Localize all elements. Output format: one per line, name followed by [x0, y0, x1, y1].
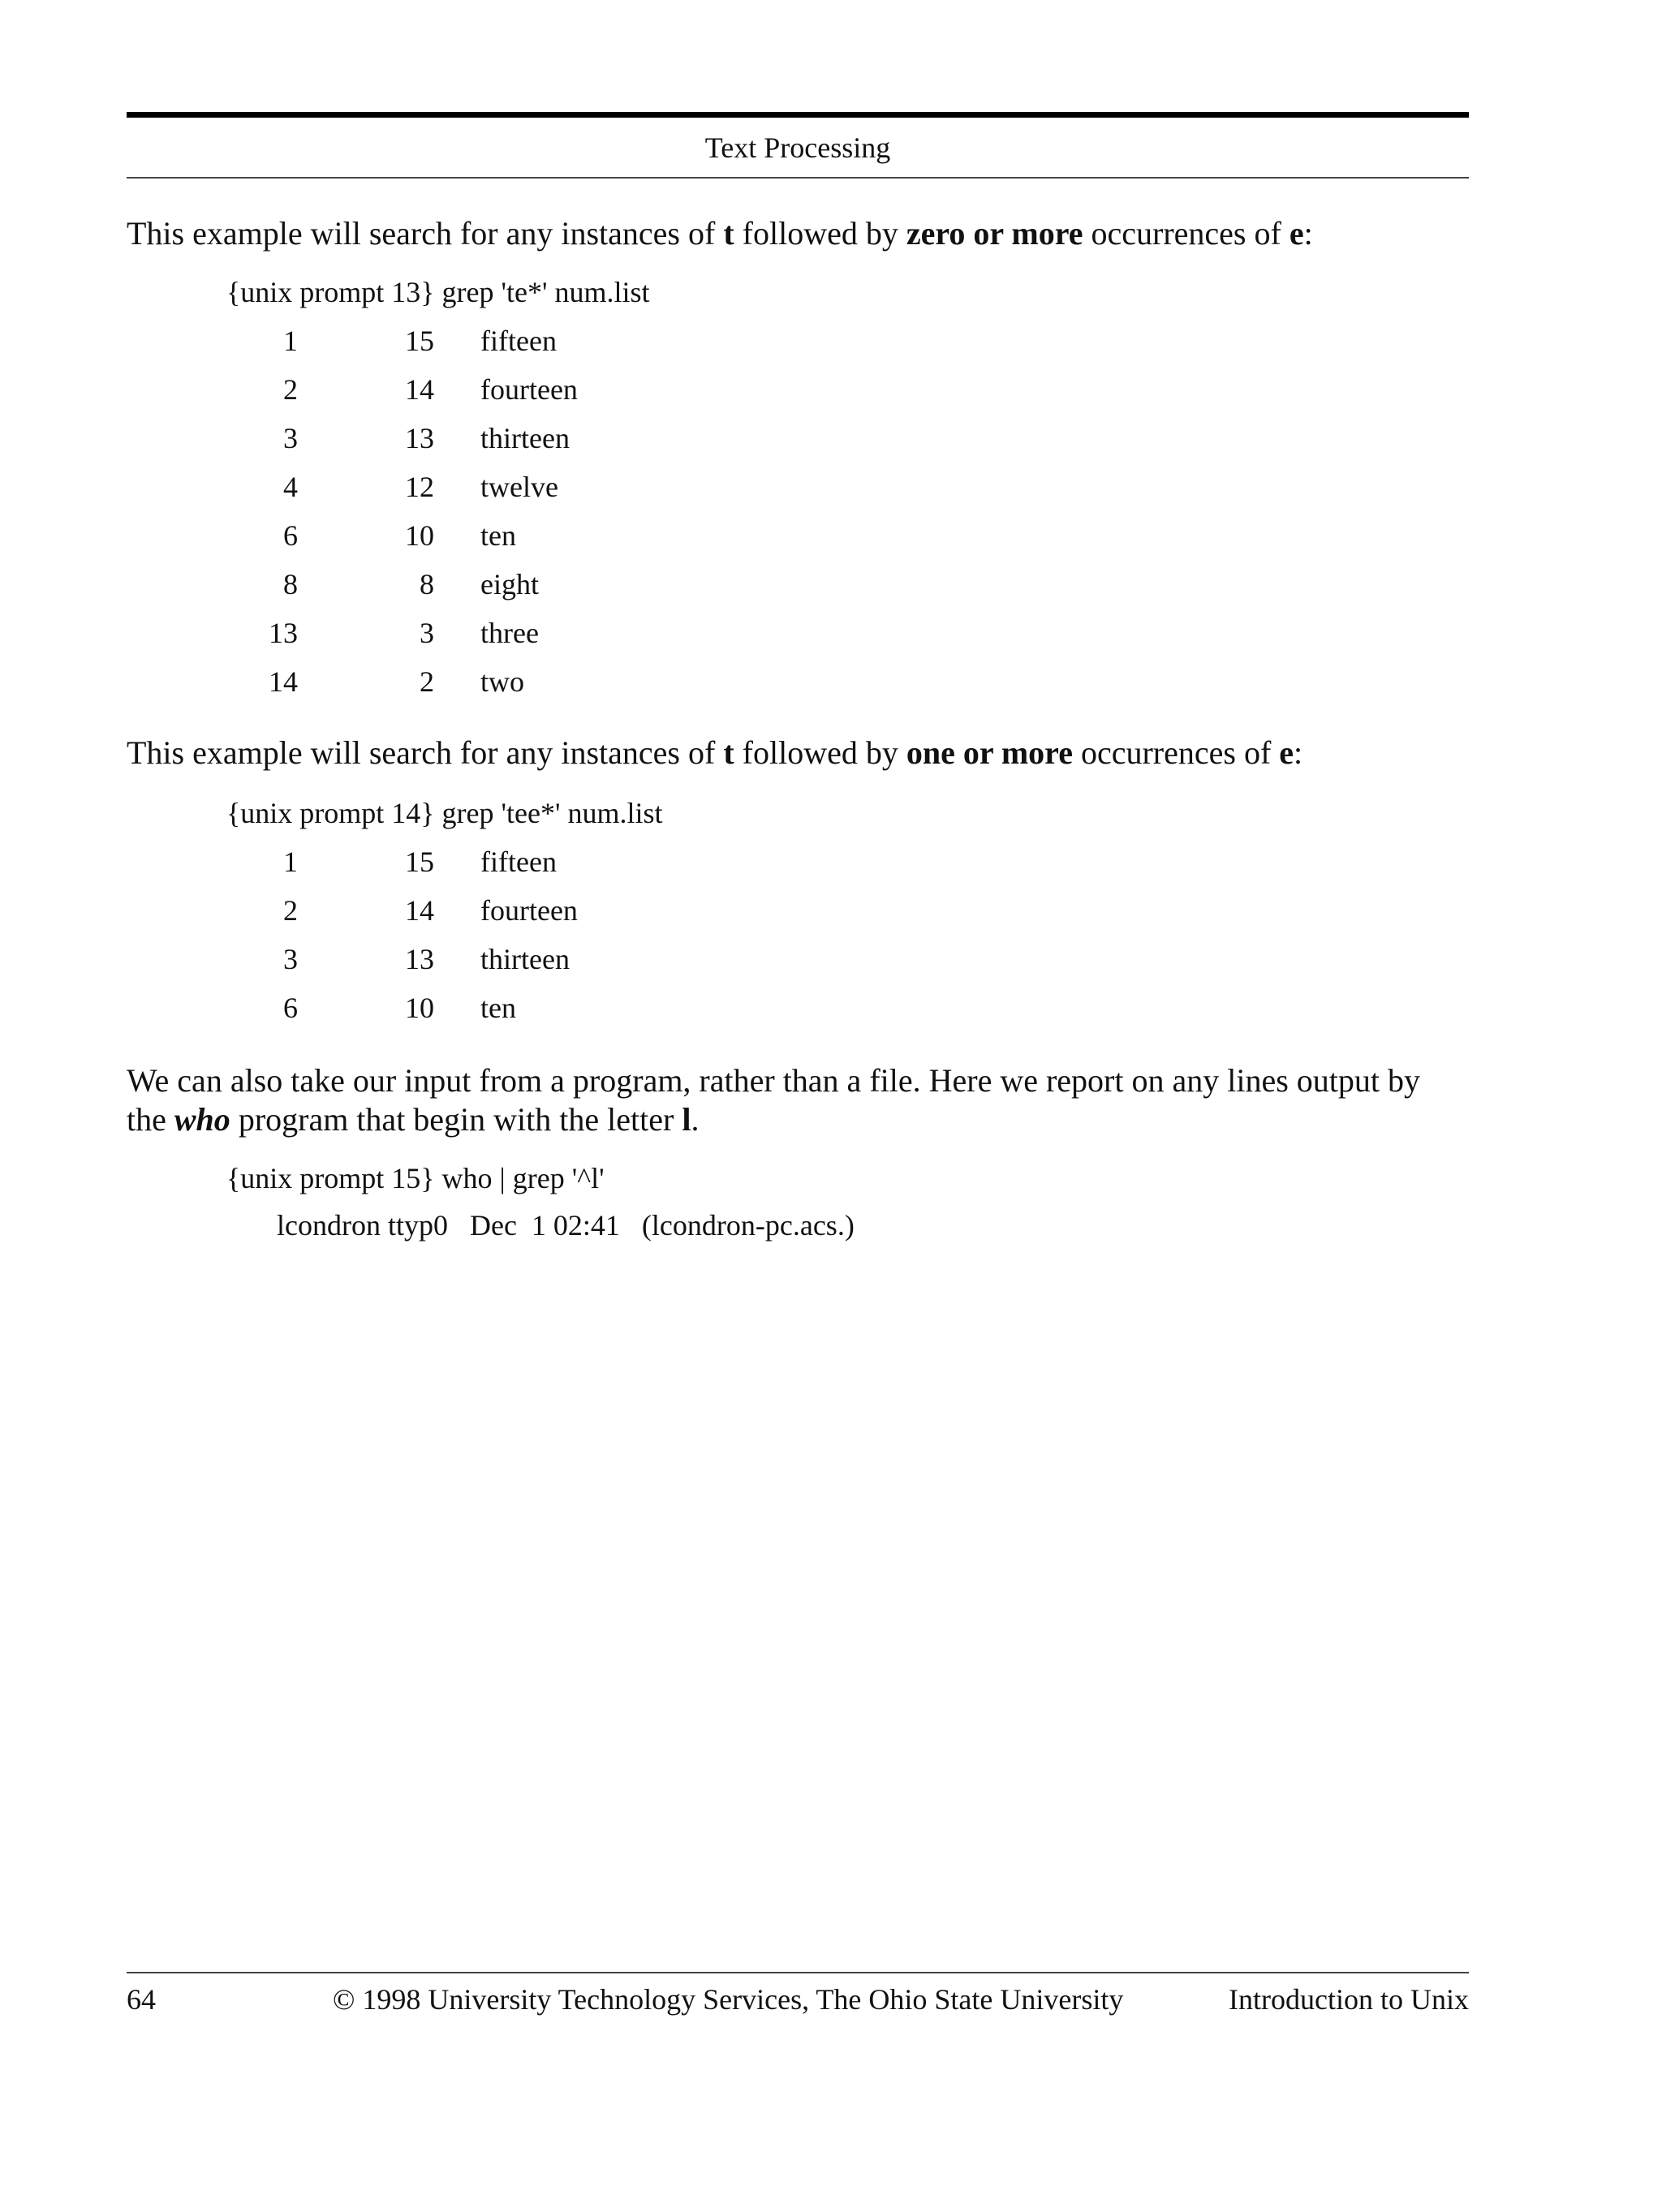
- number-word: three: [480, 617, 539, 649]
- number-value: 2: [420, 665, 434, 698]
- table-row: [0, 990, 730, 1026]
- copyright-notice: © 1998 University Technology Services, The Ohio State University: [333, 1983, 1124, 2016]
- intro-text: This example will search for any instances of: [127, 734, 724, 771]
- line-number: 2: [283, 894, 298, 927]
- number-word: fourteen: [480, 373, 578, 406]
- line-number: 8: [283, 568, 298, 600]
- intro-text: followed by: [734, 734, 906, 771]
- book-title: Introduction to Unix: [1229, 1983, 1469, 2016]
- bold-letter-t: t: [723, 215, 734, 252]
- section1-intro: [127, 214, 1474, 253]
- bold-letter-l: l: [682, 1101, 691, 1138]
- bold-phrase: zero or more: [906, 215, 1083, 252]
- section3-line1: We can also take our input from a program, rather than a file. Here we report on any lines output by: [127, 1062, 1421, 1099]
- table-row: [0, 615, 730, 651]
- intro-text: followed by: [734, 215, 906, 252]
- bold-letter-e: e: [1289, 215, 1304, 252]
- number-word: eight: [480, 568, 539, 600]
- header-bottom-rule: [127, 177, 1469, 179]
- number-value: 8: [420, 568, 434, 600]
- line-number: 3: [283, 943, 298, 975]
- number-value: 15: [405, 325, 434, 357]
- number-word: ten: [480, 519, 516, 552]
- number-word: fourteen: [480, 894, 578, 927]
- table-row: [0, 518, 730, 553]
- number-value: 13: [405, 422, 434, 454]
- number-value: 10: [405, 992, 434, 1024]
- number-value: 14: [405, 373, 434, 406]
- intro-text: occurrences of: [1083, 215, 1290, 252]
- table-row: [0, 893, 730, 928]
- footer-rule: [127, 1972, 1469, 1973]
- number-word: two: [480, 665, 524, 698]
- running-header-title: Text Processing: [704, 131, 891, 164]
- bold-phrase: one or more: [906, 734, 1073, 771]
- intro-text: program that begin with the letter: [230, 1101, 682, 1138]
- intro-text: the: [127, 1101, 174, 1138]
- line-number: 6: [283, 519, 298, 552]
- page-number: 64: [127, 1983, 156, 2016]
- line-number: 4: [283, 471, 298, 503]
- command-line: {unix prompt 15} who | grep '^l': [226, 1162, 605, 1194]
- number-value: 15: [405, 846, 434, 878]
- table-row: [0, 323, 730, 359]
- table-row: [0, 372, 730, 407]
- number-value: 13: [405, 943, 434, 975]
- line-number: 2: [283, 373, 298, 406]
- number-word: fifteen: [480, 846, 557, 878]
- line-number: 1: [283, 325, 298, 357]
- bold-letter-e: e: [1279, 734, 1294, 771]
- number-word: twelve: [480, 471, 558, 503]
- table-row: [0, 469, 730, 505]
- number-word: thirteen: [480, 943, 570, 975]
- intro-text: This example will search for any instances of: [127, 215, 724, 252]
- line-number: 1: [283, 846, 298, 878]
- bold-letter-t: t: [723, 734, 734, 771]
- number-value: 14: [405, 894, 434, 927]
- intro-text: :: [1303, 215, 1313, 252]
- table-row: [0, 941, 730, 977]
- line-number: 3: [283, 422, 298, 454]
- number-value: 3: [420, 617, 434, 649]
- command-output: lcondron ttyp0 Dec 1 02:41 (lcondron-pc.acs.): [277, 1209, 855, 1242]
- intro-text: .: [691, 1101, 700, 1138]
- table-row: [0, 664, 730, 699]
- line-number: 6: [283, 992, 298, 1024]
- number-word: thirteen: [480, 422, 570, 454]
- number-word: ten: [480, 992, 516, 1024]
- section3-line2: [127, 1100, 1474, 1139]
- table-row: [0, 566, 730, 602]
- command-line: {unix prompt 14} grep 'tee*' num.list: [226, 797, 663, 829]
- line-number: 14: [269, 665, 298, 698]
- table-row: [0, 420, 730, 456]
- number-word: fifteen: [480, 325, 557, 357]
- command-line: {unix prompt 13} grep 'te*' num.list: [226, 276, 650, 308]
- header-top-rule: [127, 112, 1469, 118]
- number-value: 12: [405, 471, 434, 503]
- intro-text: occurrences of: [1072, 734, 1280, 771]
- bold-italic-who: who: [174, 1101, 230, 1138]
- table-row: [0, 844, 730, 880]
- line-number: 13: [269, 617, 298, 649]
- number-value: 10: [405, 519, 434, 552]
- intro-text: :: [1294, 734, 1303, 771]
- section2-intro: [127, 734, 1474, 772]
